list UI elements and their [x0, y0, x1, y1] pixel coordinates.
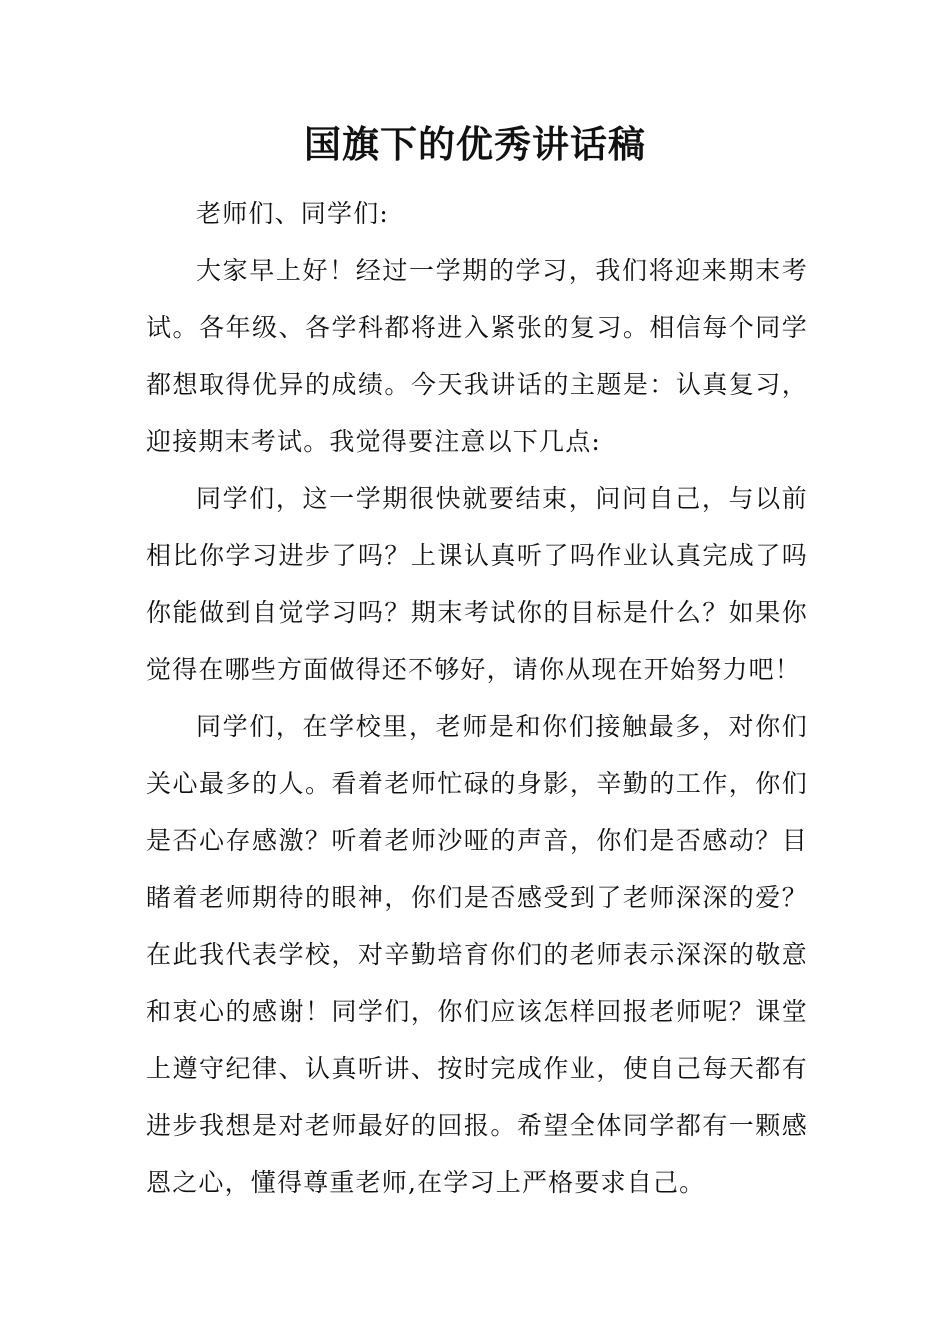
paragraph-intro: 大家早上好！经过一学期的学习，我们将迎来期末考试。各年级、各学科都将进入紧张的复习。相信每个同学都想取得优异的成绩。今天我讲话的主题是：认真复习，迎接期末考试。我觉得要注意以下几点: [146, 256, 808, 456]
document-title: 国旗下的优秀讲话稿 [304, 122, 646, 166]
salutation-paragraph: 老师们、同学们: [196, 199, 390, 228]
document-body [146, 185, 808, 1211]
paragraph-gratitude: 同学们，在学校里，老师是和你们接触最多，对你们关心最多的人。看着老师忙碌的身影，辛勤的工作，你们是否心存感激？听着老师沙哑的声音，你们是否感动？目睹着老师期待的眼神，你们是否感受到了老师深深的爱？在此我代表学校，对辛勤培育你们的老师表示深深的敬意和衷心的感谢！同学们，你们应该怎样回报老师呢？课堂上遵守纪律、认真听讲、按时完成作业，使自己每天都有进步我想是对老师最好的回报。希望全体同学都有一颗感恩之心，懂得尊重老师,在学习上严格要求自己。 [146, 712, 808, 1197]
paragraph-self-reflection: 同学们，这一学期很快就要结束，问问自己，与以前相比你学习进步了吗？上课认真听了吗作业认真完成了吗你能做到自觉学习吗？期末考试你的目标是什么？如果你觉得在哪些方面做得还不够好，请你从现在开始努力吧！ [146, 484, 808, 684]
